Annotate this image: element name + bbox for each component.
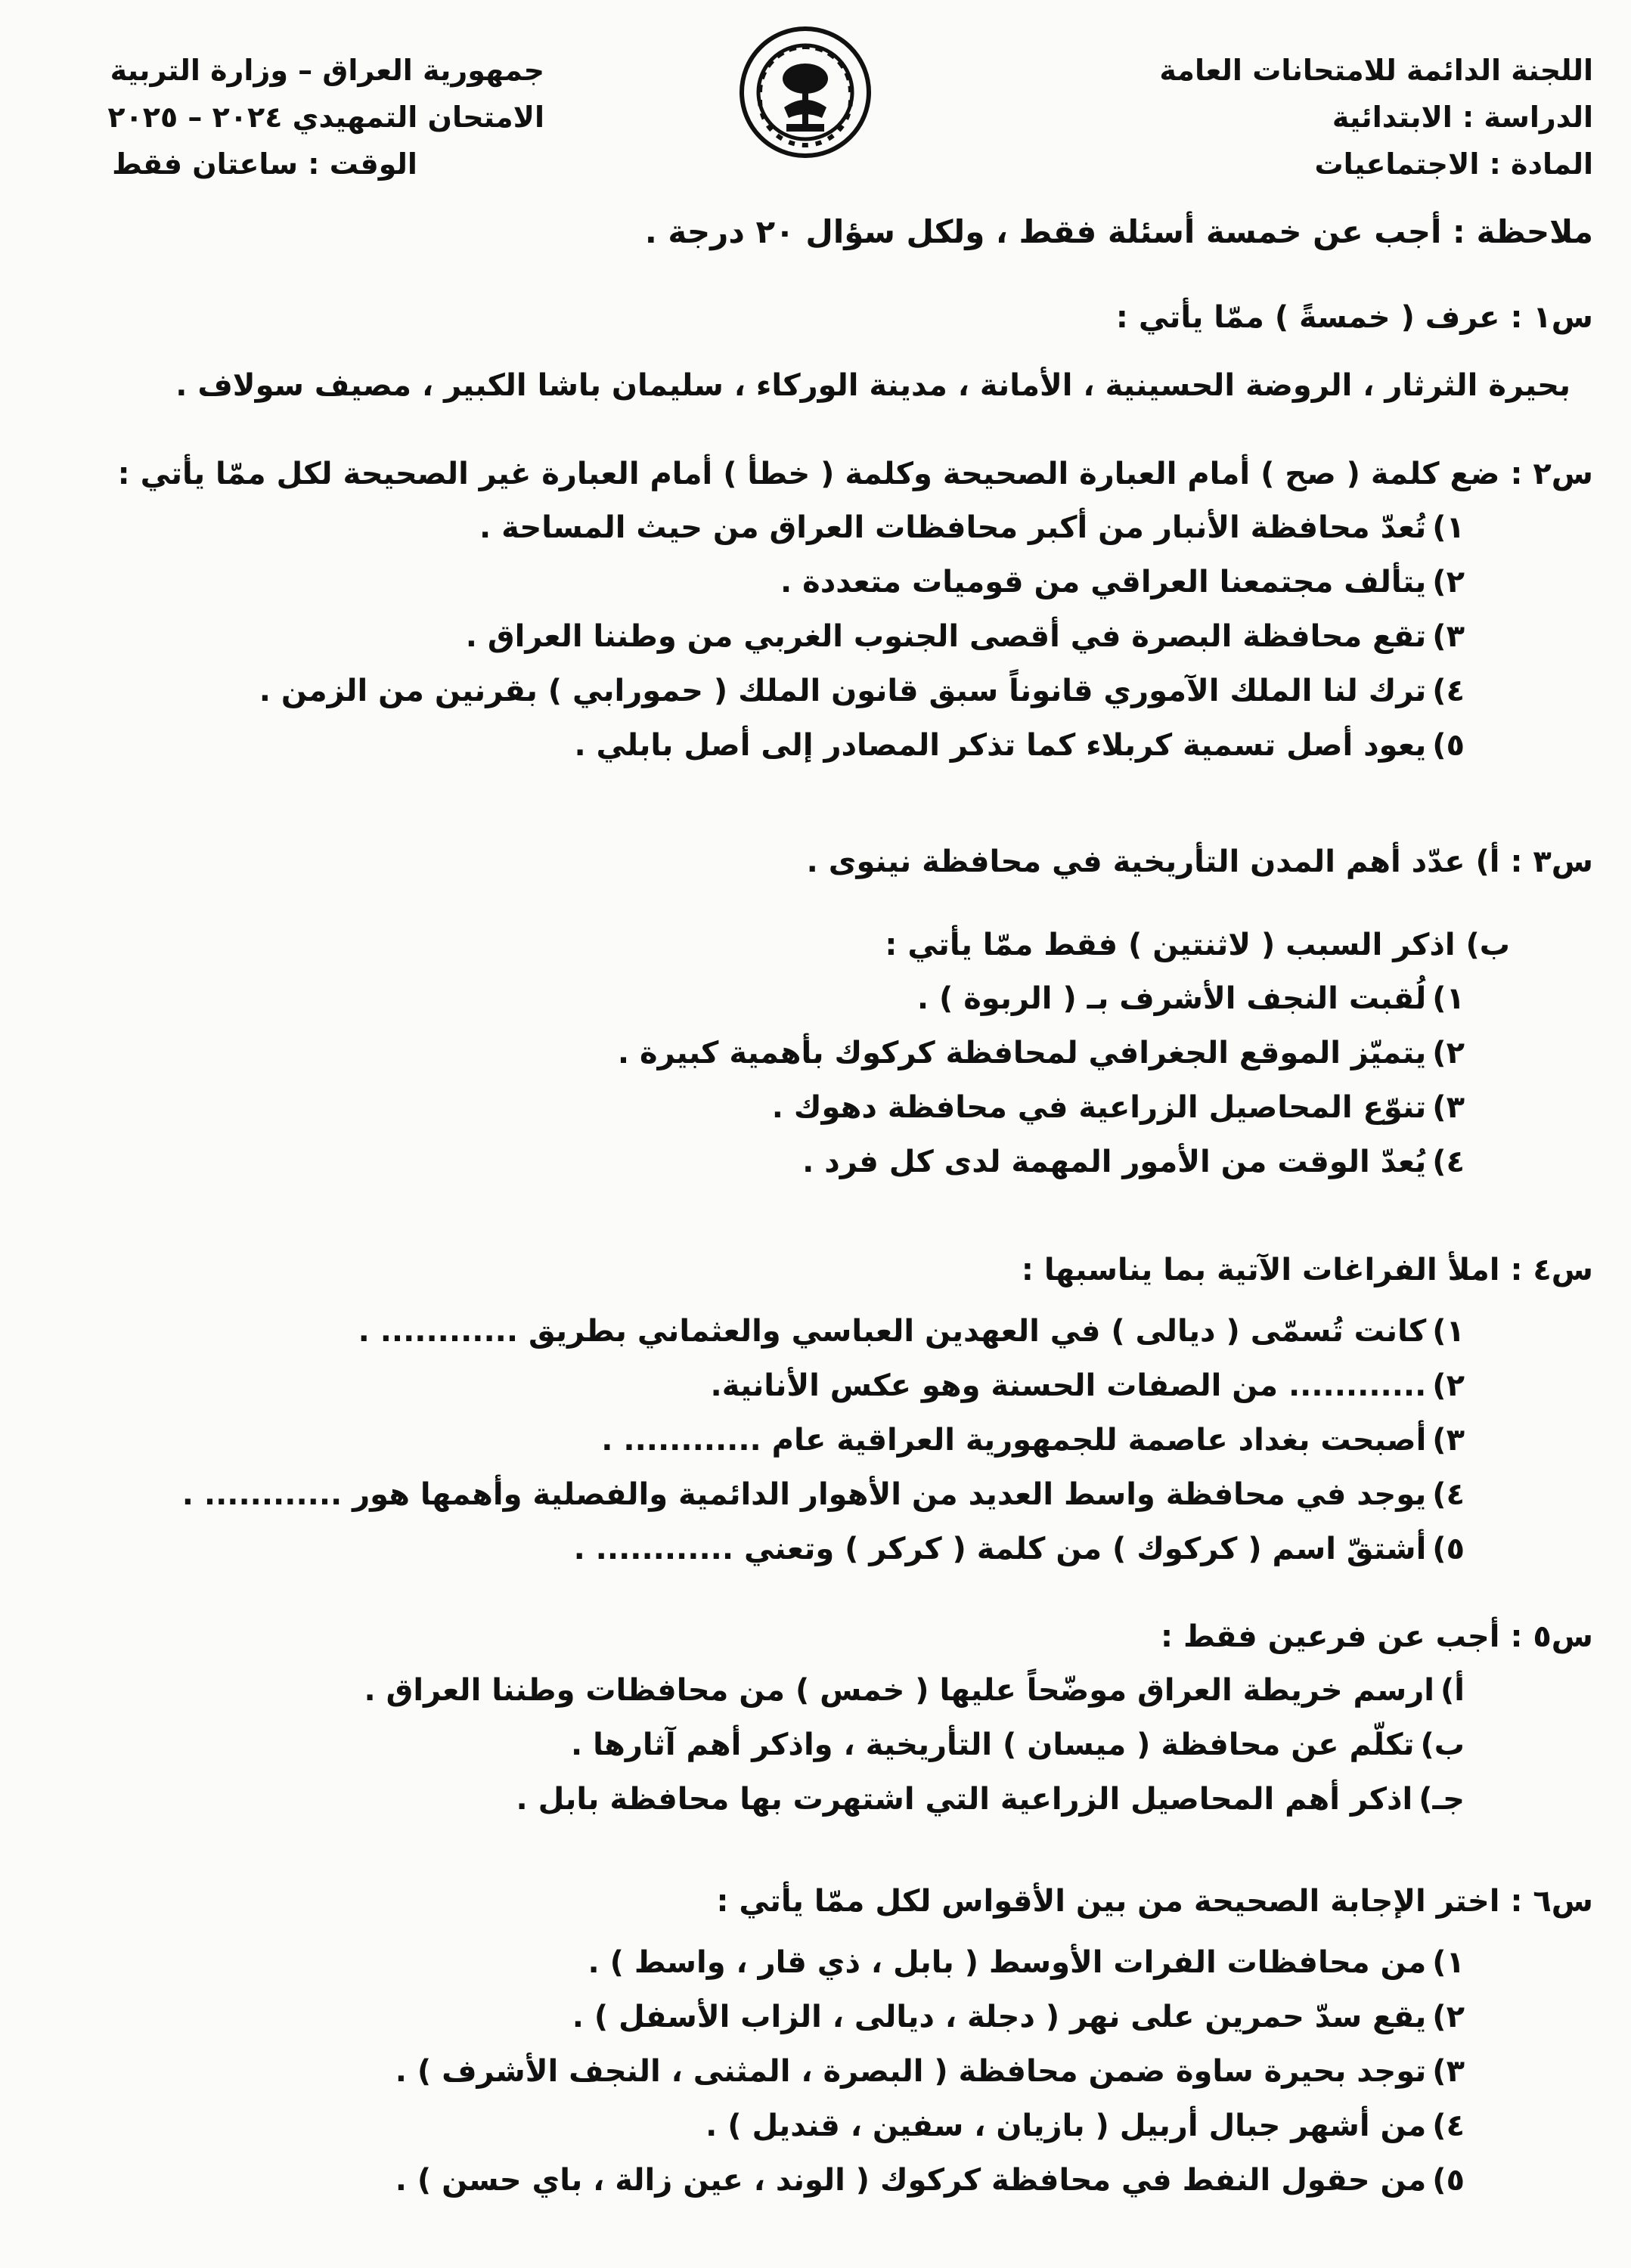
question-3-part-b: ب) اذكر السبب ( لاثنتين ) فقط ممّا يأتي :: [885, 928, 1510, 962]
question-6: [23, 1875, 1593, 2208]
question-2-items: [23, 500, 1465, 773]
list-item: ٣)تنوّع المحاصيل الزراعية في محافظة دهوك .: [771, 1090, 1465, 1125]
list-item: أ)ارسم خريطة العراق موضّحاً عليها ( خمس ) من محافظات وطننا العراق .: [364, 1673, 1465, 1708]
question-label: س٦ :: [1510, 1884, 1593, 1919]
list-item: ١)كانت تُسمّى ( ديالى ) في العهدين العباسي والعثماني بطريق ............ .: [358, 1314, 1465, 1349]
question-label: س٤ :: [1510, 1253, 1593, 1287]
list-item: ٢)يتميّز الموقع الجغرافي لمحافظة كركوك بأهمية كبيرة .: [617, 1036, 1465, 1070]
stage-label: الدراسة : الابتدائية: [1332, 101, 1593, 134]
question-5: [23, 1610, 1593, 1826]
exam-note: ملاحظة : أجب عن خمسة أسئلة فقط ، ولكل سؤال ٢٠ درجة .: [644, 213, 1593, 250]
list-item: ٣)تقع محافظة البصرة في أقصى الجنوب الغربي من وطننا العراق .: [465, 619, 1465, 654]
exam-name: الامتحان التمهيدي ٢٠٢٤ – ٢٠٢٥: [107, 101, 544, 134]
header-left: [30, 47, 560, 187]
subject-label: المادة : الاجتماعيات: [1314, 147, 1593, 181]
question-label: س٢ :: [1510, 457, 1593, 491]
list-item: جـ)اذكر أهم المحاصيل الزراعية التي اشتهرت بها محافظة بابل .: [516, 1782, 1465, 1817]
list-item: ٥)يعود أصل تسمية كربلاء كما تذكر المصادر إلى أصل بابلي .: [574, 728, 1465, 763]
question-3-part-a: س٣ :أ) عدّد أهم المدن التأريخية في محافظة نينوى .: [806, 844, 1593, 879]
question-1-terms: بحيرة الثرثار ، الروضة الحسينية ، الأمانة ، مدينة الوركاء ، سليمان باشا الكبير ، مصيف سولاف .: [175, 368, 1571, 403]
emblem-icon: [737, 24, 873, 160]
exam-time: الوقت : ساعتان فقط: [112, 147, 417, 181]
list-item: ٢)............ من الصفات الحسنة وهو عكس الأنانية.: [710, 1368, 1465, 1403]
question-label: س٣ :: [1510, 844, 1593, 879]
question-6-title: س٦ :اختر الإجابة الصحيحة من بين الأقواس لكل ممّا يأتي :: [716, 1884, 1593, 1919]
list-item: ٢)يقع سدّ حمرين على نهر ( دجلة ، ديالى ، الزاب الأسفل ) .: [572, 2000, 1465, 2034]
list-item: ٥)أشتقّ اسم ( كركوك ) من كلمة ( كركر ) وتعني ............ .: [573, 1532, 1465, 1566]
list-item: ١)تُعدّ محافظة الأنبار من أكبر محافظات العراق من حيث المساحة .: [479, 510, 1465, 545]
committee-name: اللجنة الدائمة للامتحانات العامة: [1159, 54, 1593, 87]
list-item: ٣)أصبحت بغداد عاصمة للجمهورية العراقية عام ............ .: [601, 1423, 1465, 1458]
question-3: [23, 835, 1593, 1189]
list-item: ب)تكلّم عن محافظة ( ميسان ) التأريخية ، واذكر أهم آثارها .: [570, 1727, 1465, 1762]
list-item: ٤)من أشهر جبال أربيل ( بازيان ، سفين ، قنديل ) .: [705, 2108, 1465, 2143]
list-item: ٢)يتألف مجتمعنا العراقي من قوميات متعددة .: [780, 565, 1465, 600]
question-2-title: س٢ :ضع كلمة ( صح ) أمام العبارة الصحيحة وكلمة ( خطأ ) أمام العبارة غير الصحيحة لكل ممّا يأتي :: [117, 457, 1593, 491]
question-6-items: [23, 1935, 1465, 2208]
question-3-items: [23, 971, 1465, 1189]
list-item: ١)لُقبت النجف الأشرف بـ ( الربوة ) .: [916, 981, 1465, 1016]
header-right: [1064, 47, 1593, 187]
list-item: ٥)من حقول النفط في محافظة كركوك ( الوند ، عين زالة ، باي حسن ) .: [395, 2163, 1465, 2198]
question-4-title: س٤ :املأ الفراغات الآتية بما يناسبها :: [1021, 1253, 1593, 1287]
question-4: [23, 1244, 1593, 1576]
question-label: س١ :: [1510, 300, 1593, 335]
list-item: ٤)يُعدّ الوقت من الأمور المهمة لدى كل فرد .: [802, 1145, 1465, 1179]
list-item: ١)من محافظات الفرات الأوسط ( بابل ، ذي قار ، واسط ) .: [588, 1945, 1465, 1980]
list-item: ٤)يوجد في محافظة واسط العديد من الأهوار الدائمية والفصلية وأهمها هور ............ .: [181, 1477, 1465, 1512]
question-label: س٥ :: [1510, 1619, 1593, 1654]
question-2: [23, 448, 1593, 773]
question-5-title: س٥ :أجب عن فرعين فقط :: [1161, 1619, 1593, 1654]
question-1-title: س١ :عرف ( خمسةً ) ممّا يأتي :: [1115, 300, 1593, 335]
ministry-name: جمهورية العراق – وزارة التربية: [110, 54, 544, 87]
list-item: ٤)ترك لنا الملك الآموري قانوناً سبق قانون الملك ( حمورابي ) بقرنين من الزمن .: [259, 674, 1465, 708]
question-1: [23, 291, 1593, 412]
list-item: ٣)توجد بحيرة ساوة ضمن محافظة ( البصرة ، المثنى ، النجف الأشرف ) .: [395, 2054, 1465, 2089]
question-4-items: [23, 1304, 1465, 1576]
question-5-items: [23, 1663, 1465, 1826]
